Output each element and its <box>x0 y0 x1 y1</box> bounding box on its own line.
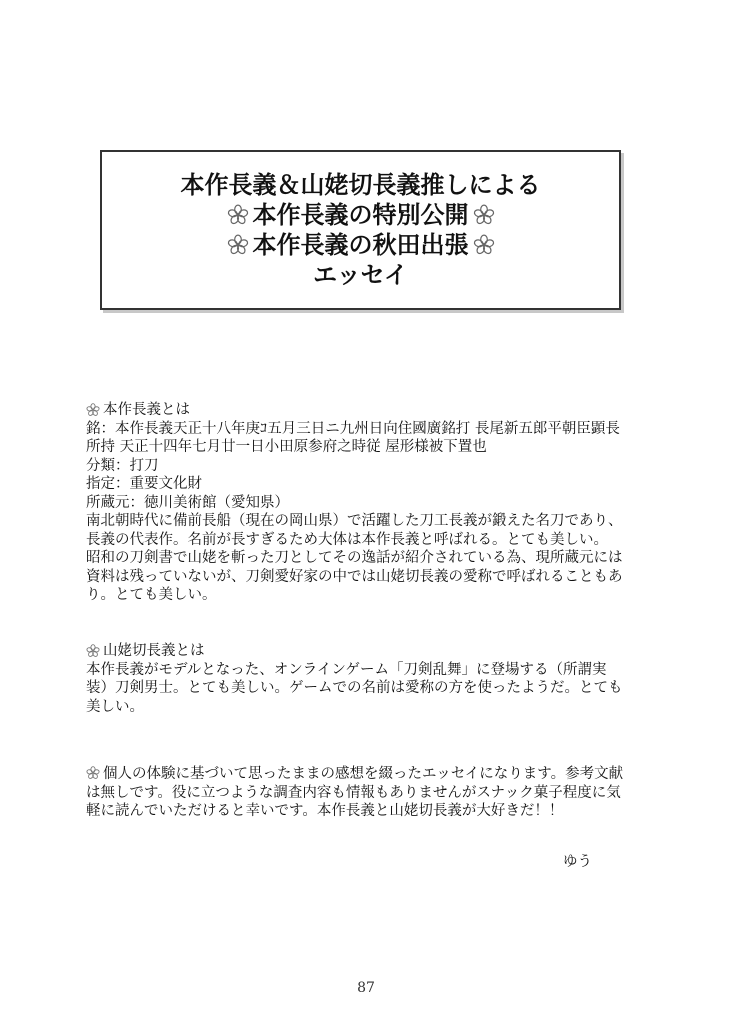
note-text: 個人の体験に基づいて思ったままの感想を綴ったエッセイになります。参考文献は無しです。役に立つような調査内容も情報もありませんがスナック菓子程度に気軽に読んでいただけると幸いです。本作長義と山姥切長義が大好きだ！！ <box>86 766 624 819</box>
page-number: 87 <box>357 980 375 996</box>
section-heading <box>86 642 626 661</box>
title-line-4: エッセイ <box>313 261 408 289</box>
title-line-3-text: 本作長義の秋田出張 <box>252 231 469 259</box>
cherry-blossom-icon <box>473 234 495 256</box>
cherry-blossom-icon <box>86 766 100 780</box>
title-box <box>100 150 621 310</box>
mei-text: 銘：本作長義天正十八年庚ｺ五月三日ニ九州日向住國廣銘打 長尾新五郎平朝臣顕長所持 天正十四年七月廿一日小田原参府之時従 屋形様被下置也 <box>86 420 620 455</box>
designation-text: 指定：重要文化財 <box>86 476 202 492</box>
cherry-blossom-icon <box>86 644 100 658</box>
description-paragraph: 昭和の刀剣書で山姥を斬った刀としてその逸話が紹介されている為、現所蔵元には資料は残っていないが、刀剣愛好家の中では山姥切長義の愛称で呼ばれることもあり。とても美しい。 <box>86 550 623 603</box>
section-heading-text: 山姥切長義とは <box>103 643 205 659</box>
title-line-3 <box>223 230 499 260</box>
section-heading <box>86 401 626 420</box>
note-paragraph <box>86 765 626 821</box>
cherry-blossom-icon <box>227 204 249 226</box>
description-paragraph: 本作長義がモデルとなった、オンラインゲーム「刀剣乱舞」に登場する（所謂実装）刀剣男士。とても美しい。ゲームでの名前は愛称の方を使ったようだ。とても美しい。 <box>86 661 623 715</box>
cherry-blossom-icon <box>227 234 249 256</box>
section-heading-text: 本作長義とは <box>103 402 190 418</box>
owner-text: 所蔵元：徳川美術館（愛知県） <box>86 494 289 511</box>
author-signature: ゆう <box>563 854 592 870</box>
title-line-2 <box>223 200 499 230</box>
description-paragraph: 南北朝時代に備前長船（現在の岡山県）で活躍した刀工長義が鍛えた名刀であり、長義の代表作。名前が長すぎるため大体は本作長義と呼ばれる。とても美しい。 <box>86 513 623 548</box>
cherry-blossom-icon <box>473 204 495 226</box>
classification-text: 分類：打刀 <box>86 457 159 474</box>
title-line-2-text: 本作長義の特別公開 <box>252 201 469 229</box>
section-note <box>86 765 626 821</box>
title-line-1: 本作長義＆山姥切長義推しによる <box>180 171 541 199</box>
section-yamanbagiri <box>86 642 626 716</box>
cherry-blossom-icon <box>86 403 100 417</box>
section-honsaku <box>86 401 626 605</box>
